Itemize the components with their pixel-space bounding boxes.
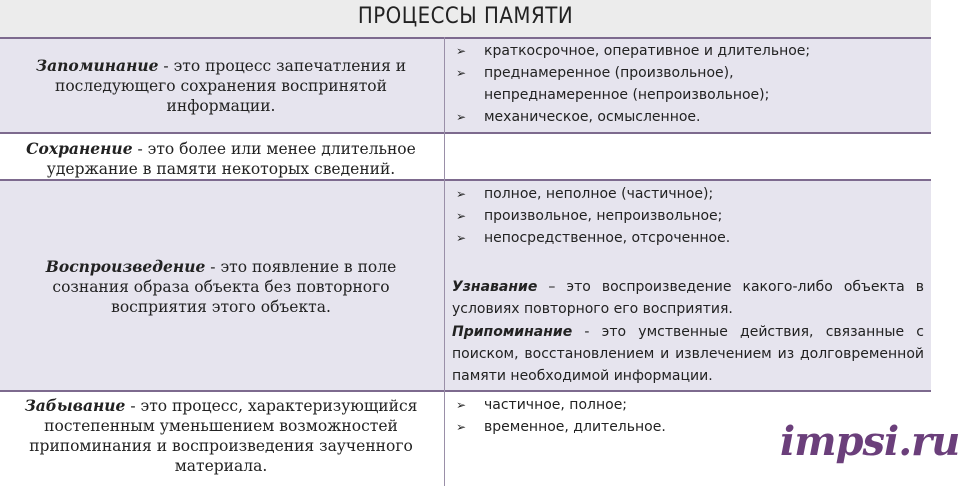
- bullet-arrow-icon: ➢: [456, 187, 467, 201]
- bullet-arrow-icon: ➢: [456, 110, 467, 124]
- bullet-arrow-icon: ➢: [456, 420, 467, 434]
- bullet-arrow-icon: ➢: [456, 66, 467, 80]
- memorization-term: Запоминание: [35, 56, 159, 75]
- list-item: ➢ временное, длительное.: [452, 416, 924, 438]
- memorization-definition: [6, 56, 436, 116]
- title-bar: [0, 0, 931, 39]
- reproduction-term: Воспроизведение: [45, 257, 206, 276]
- list-item: ➢ непосредственное, отсроченное.: [452, 227, 924, 249]
- reproduction-definition: [6, 257, 436, 317]
- recall-definition: Припоминание - это умственные действия, связанные с поиском, восстановлением и извлечением из долговременной памяти необходимой информации.: [452, 324, 924, 384]
- bullet-arrow-icon: ➢: [456, 44, 467, 58]
- list-item: ➢ произвольное, непроизвольное;: [452, 205, 924, 227]
- forgetting-term: Забывание: [24, 396, 126, 415]
- page-title: ПРОЦЕССЫ ПАМЯТИ: [357, 4, 574, 29]
- column-divider: [444, 37, 445, 486]
- list-item: непреднамеренное (непроизвольное);: [484, 87, 770, 103]
- list-item: ➢ преднамеренное (произвольное),: [452, 62, 924, 84]
- bullet-arrow-icon: ➢: [456, 231, 467, 245]
- site-logo: impsi.ru: [780, 418, 959, 465]
- reproduction-text: - это появление в поле сознания образа объекта без повторного восприятия этого объекта.: [52, 258, 397, 316]
- retention-term: Сохранение: [26, 139, 133, 158]
- retention-text: - это более или менее длительное удержание в памяти некоторых сведений.: [46, 140, 416, 178]
- recall-term: Припоминание: [452, 324, 573, 340]
- forgetting-definition: [6, 396, 436, 476]
- list-item: ➢ краткосрочное, оперативное и длительное;: [452, 40, 924, 62]
- list-item: ➢ полное, неполное (частичное);: [452, 183, 924, 205]
- list-item: ➢ частичное, полное;: [452, 394, 924, 416]
- recognition-term: Узнавание: [452, 279, 538, 295]
- reproduction-types: [452, 183, 924, 249]
- memorization-text: - это процесс запечатления и последующего сохранения воспринятой информации.: [55, 57, 407, 115]
- list-item: ➢ механическое, осмысленное.: [452, 106, 924, 128]
- retention-definition: [6, 139, 436, 179]
- recognition-definition: Узнавание – это воспроизведение какого-либо объекта в условиях повторного его восприятия.: [452, 279, 924, 317]
- bullet-arrow-icon: ➢: [456, 398, 467, 412]
- memorization-types: [452, 40, 924, 128]
- bullet-arrow-icon: ➢: [456, 209, 467, 223]
- forgetting-text: - это процесс, характеризующийся постепенным уменьшением возможностей припоминания и воспроизведения заученного материала.: [29, 397, 418, 475]
